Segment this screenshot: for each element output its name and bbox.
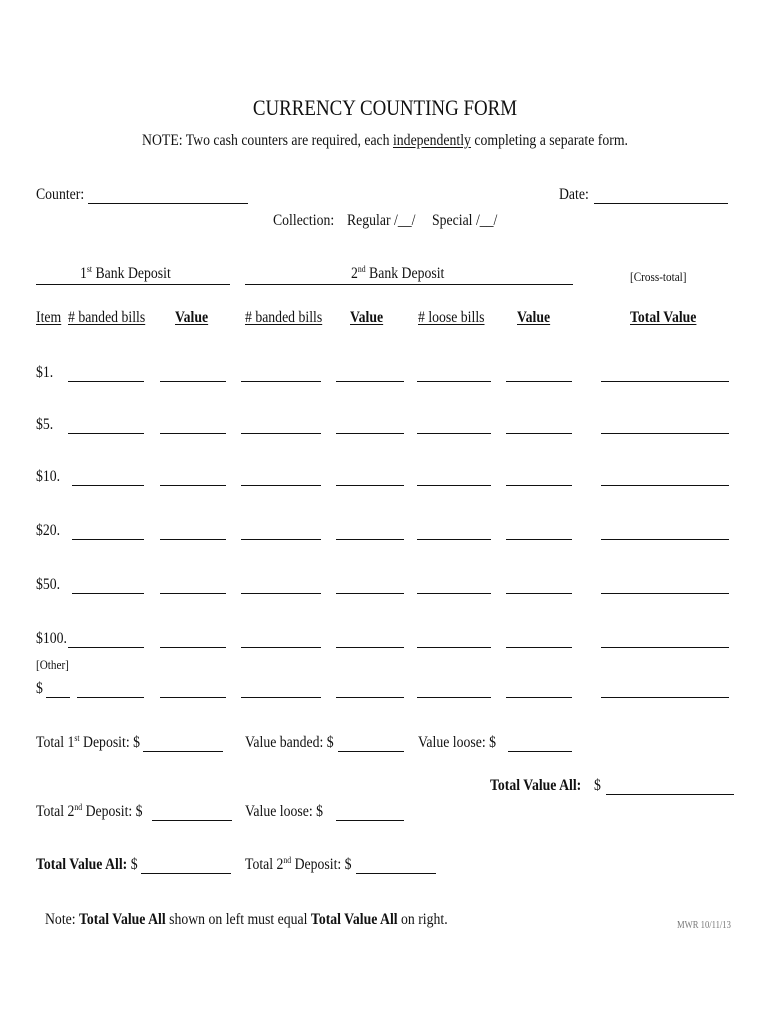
counter-field[interactable]: [88, 203, 248, 204]
regular-option[interactable]: Regular /__/: [347, 212, 416, 229]
row-field[interactable]: [601, 539, 729, 540]
cross-total-heading: [Cross-total]: [630, 269, 687, 284]
form-note: NOTE: Two cash counters are required, each independently completing a separate form.: [142, 132, 628, 149]
row-field[interactable]: [506, 593, 572, 594]
row-field[interactable]: [72, 485, 144, 486]
first-deposit-heading: 1st Bank Deposit: [80, 264, 171, 282]
row-field[interactable]: [241, 593, 321, 594]
total-second-deposit-label: Total 2nd Deposit: $: [36, 802, 143, 820]
total-second-deposit-b-field[interactable]: [356, 873, 436, 874]
row-field[interactable]: [601, 593, 729, 594]
second-deposit-rule: [245, 284, 573, 285]
col-banded-1: # banded bills: [68, 309, 146, 326]
row-field[interactable]: [506, 697, 572, 698]
row-field[interactable]: [417, 697, 491, 698]
row-field[interactable]: [601, 433, 729, 434]
row-field[interactable]: [417, 647, 491, 648]
other-prefix: $: [36, 680, 43, 697]
value-loose-2-label: Value loose: $: [245, 803, 323, 820]
special-option[interactable]: Special /__/: [432, 212, 498, 229]
row-field[interactable]: [336, 593, 404, 594]
row-field[interactable]: [160, 593, 226, 594]
row-field[interactable]: [68, 433, 144, 434]
row-field[interactable]: [601, 647, 729, 648]
row-field[interactable]: [601, 381, 729, 382]
row-field[interactable]: [160, 697, 226, 698]
row-field[interactable]: [160, 647, 226, 648]
collection-label: Collection:: [273, 212, 335, 229]
total-value-all-left-label: Total Value All: $: [36, 856, 138, 873]
row-field[interactable]: [72, 593, 144, 594]
row-field[interactable]: [336, 381, 404, 382]
row-field[interactable]: [336, 647, 404, 648]
row-field[interactable]: [336, 697, 404, 698]
total-value-all-right-dollar: $: [594, 777, 601, 794]
row-label: $5.: [36, 416, 54, 433]
value-loose-label: Value loose: $: [418, 734, 496, 751]
total-first-deposit-field[interactable]: [143, 751, 223, 752]
row-field[interactable]: [336, 485, 404, 486]
form-code: MWR 10/11/13: [677, 920, 731, 931]
value-banded-field[interactable]: [338, 751, 404, 752]
row-field[interactable]: [417, 433, 491, 434]
row-field[interactable]: [417, 381, 491, 382]
row-field[interactable]: [506, 539, 572, 540]
second-deposit-heading: 2nd Bank Deposit: [351, 264, 445, 282]
row-field[interactable]: [160, 381, 226, 382]
row-field[interactable]: [601, 485, 729, 486]
other-label: [Other]: [36, 657, 69, 672]
col-value-1: Value: [175, 309, 209, 326]
row-field[interactable]: [68, 647, 144, 648]
col-total-value: Total Value: [630, 309, 697, 326]
row-label: $10.: [36, 468, 61, 485]
total-value-all-left-field[interactable]: [141, 873, 231, 874]
row-field[interactable]: [506, 433, 572, 434]
col-value-2: Value: [350, 309, 384, 326]
row-field[interactable]: [506, 485, 572, 486]
row-label: $100.: [36, 630, 67, 647]
total-second-deposit-field[interactable]: [152, 820, 232, 821]
footer-note: Note: Total Value All shown on left must equal Total Value All on right.: [45, 911, 448, 928]
row-field[interactable]: [241, 381, 321, 382]
row-field[interactable]: [241, 539, 321, 540]
counter-label: Counter:: [36, 186, 85, 203]
row-field[interactable]: [241, 647, 321, 648]
row-field[interactable]: [160, 539, 226, 540]
value-loose-field[interactable]: [508, 751, 572, 752]
date-label: Date:: [559, 186, 589, 203]
row-field[interactable]: [241, 485, 321, 486]
other-denomination-field[interactable]: [46, 697, 70, 698]
row-field[interactable]: [77, 697, 144, 698]
value-loose-2-field[interactable]: [336, 820, 404, 821]
row-field[interactable]: [160, 485, 226, 486]
row-field[interactable]: [506, 647, 572, 648]
row-label: $20.: [36, 522, 61, 539]
total-value-all-right-field[interactable]: [606, 794, 734, 795]
row-field[interactable]: [336, 433, 404, 434]
row-field[interactable]: [241, 433, 321, 434]
first-deposit-rule: [36, 284, 230, 285]
row-field[interactable]: [417, 485, 491, 486]
row-field[interactable]: [241, 697, 321, 698]
row-field[interactable]: [506, 381, 572, 382]
row-label: $1.: [36, 364, 54, 381]
form-title: CURRENCY COUNTING FORM: [252, 95, 518, 120]
col-banded-2: # banded bills: [245, 309, 323, 326]
row-field[interactable]: [72, 539, 144, 540]
col-loose: # loose bills: [418, 309, 485, 326]
col-value-3: Value: [517, 309, 551, 326]
row-label: $50.: [36, 576, 61, 593]
col-item: Item: [36, 309, 62, 326]
date-field[interactable]: [594, 203, 728, 204]
row-field[interactable]: [160, 433, 226, 434]
row-field[interactable]: [601, 697, 729, 698]
row-field[interactable]: [417, 539, 491, 540]
total-first-deposit-label: Total 1st Deposit: $: [36, 733, 140, 751]
value-banded-label: Value banded: $: [245, 734, 334, 751]
row-field[interactable]: [336, 539, 404, 540]
total-second-deposit-b-label: Total 2nd Deposit: $: [245, 855, 352, 873]
total-value-all-right-label: Total Value All:: [490, 777, 582, 794]
row-field[interactable]: [68, 381, 144, 382]
row-field[interactable]: [417, 593, 491, 594]
